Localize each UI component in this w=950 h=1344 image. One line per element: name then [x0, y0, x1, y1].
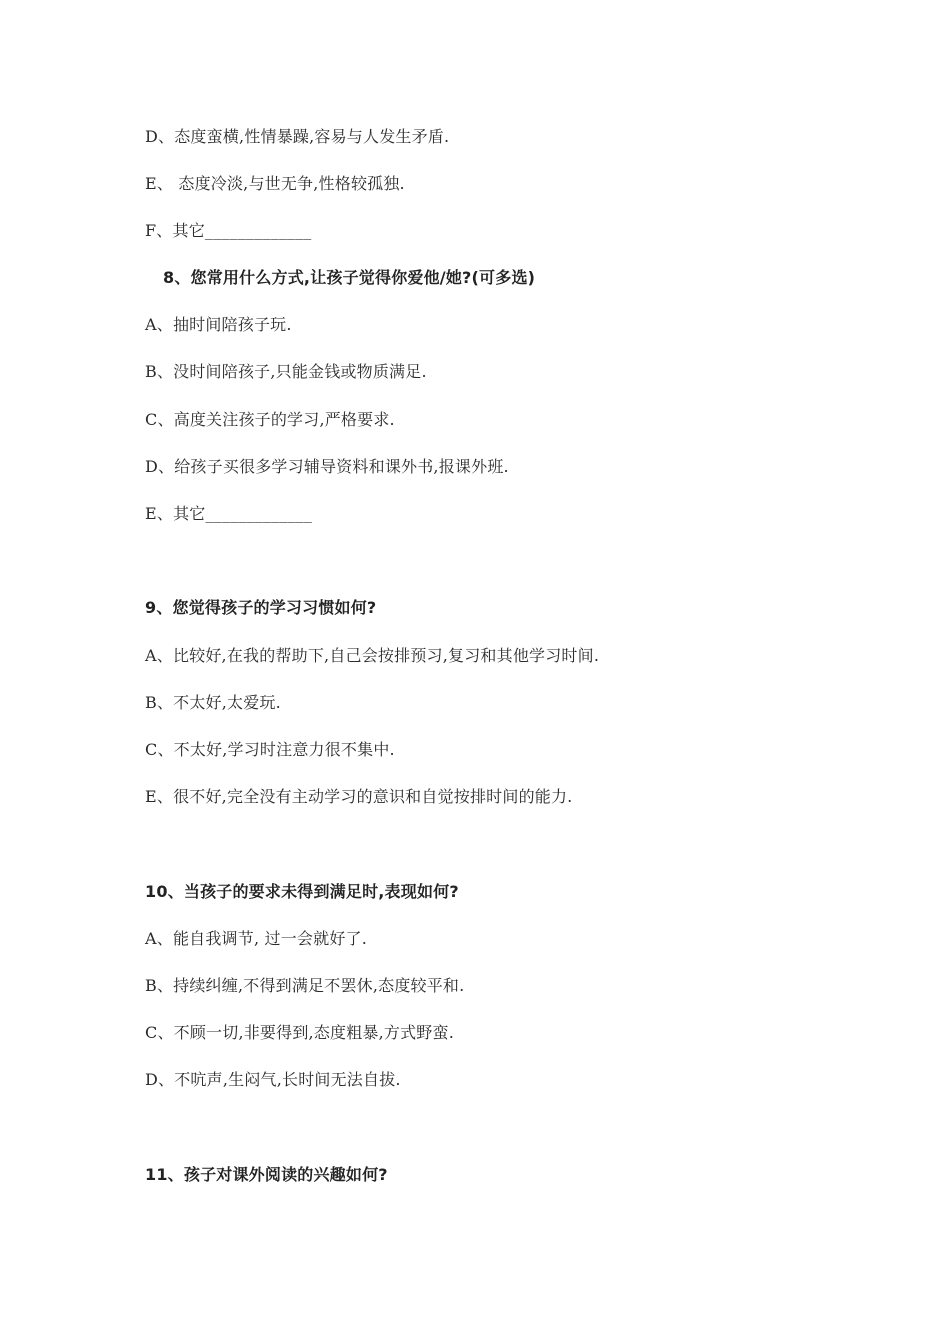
- q7-option-e: E、 态度冷淡,与世无争,性格较孤独.: [145, 174, 405, 193]
- q10-option-a: A、能自我调节, 过一会就好了.: [145, 929, 368, 948]
- q8-option-e: E、其它_____________: [145, 504, 313, 523]
- q8-option-a: A、抽时间陪孩子玩.: [145, 315, 292, 334]
- question-8-title: 8、您常用什么方式,让孩子觉得你爱他/她?(可多选): [163, 268, 536, 287]
- q9-option-b: B、不太好,太爱玩.: [145, 693, 281, 712]
- q8-option-b: B、没时间陪孩子,只能金钱或物质满足.: [145, 362, 427, 381]
- q9-option-e: E、很不好,完全没有主动学习的意识和自觉按排时间的能力.: [145, 787, 573, 806]
- q10-option-b: B、持续纠缠,不得到满足不罢休,态度较平和.: [145, 976, 465, 995]
- q10-option-d: D、不吭声,生闷气,长时间无法自拔.: [145, 1070, 401, 1089]
- q9-option-a: A、比较好,在我的帮助下,自己会按排预习,复习和其他学习时间.: [145, 646, 600, 665]
- q9-option-c: C、不太好,学习时注意力很不集中.: [145, 740, 395, 759]
- q10-option-c: C、不顾一切,非要得到,态度粗暴,方式野蛮.: [145, 1023, 454, 1042]
- question-9-title: 9、您觉得孩子的学习习惯如何?: [145, 598, 377, 617]
- q7-option-f: F、其它_____________: [145, 221, 312, 240]
- q8-option-d: D、给孩子买很多学习辅导资料和课外书,报课外班.: [145, 457, 509, 476]
- q7-option-d: D、态度蛮横,性情暴躁,容易与人发生矛盾.: [145, 127, 450, 146]
- q8-option-c: C、高度关注孩子的学习,严格要求.: [145, 410, 395, 429]
- question-10-title: 10、当孩子的要求未得到满足时,表现如何?: [145, 882, 459, 901]
- question-11-title: 11、孩子对课外阅读的兴趣如何?: [145, 1165, 388, 1184]
